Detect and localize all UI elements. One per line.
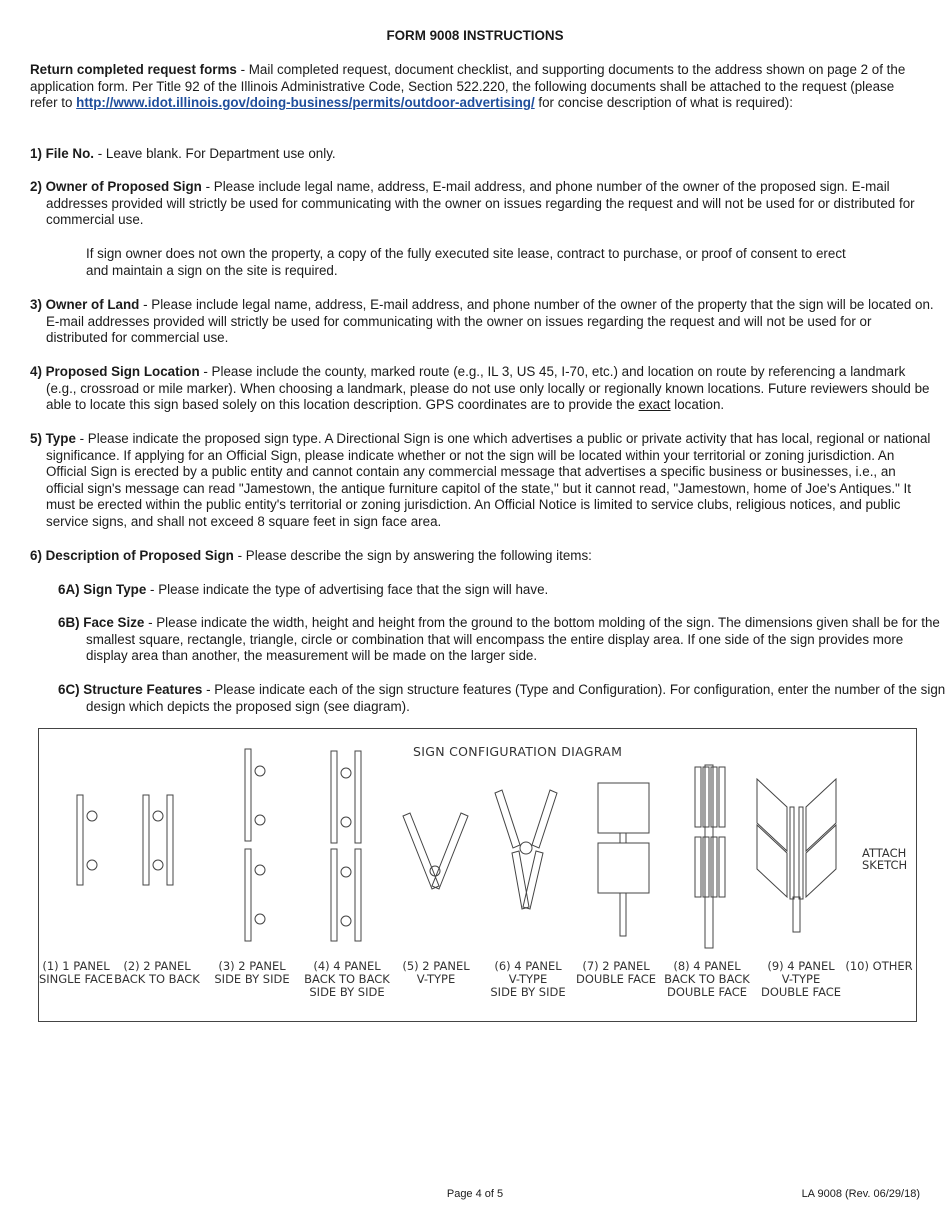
- config-captions: [39, 959, 913, 999]
- caption-line: DOUBLE FACE: [575, 972, 657, 986]
- item-lead: 6C) Structure Features: [58, 682, 203, 697]
- item-lead: 5) Type: [30, 431, 76, 446]
- item-sign-location: [30, 364, 936, 414]
- config-7-caption: [576, 959, 656, 986]
- exact-underlined: exact: [638, 397, 671, 413]
- item-lead: 6) Description of Proposed Sign: [30, 548, 234, 563]
- item-lead: 1) File No.: [30, 146, 94, 161]
- item-text: - Please indicate each of the sign structure features (Type and Configuration). For configuration, enter the number of the sign design which depicts the proposed sign (see diagram).: [86, 682, 946, 714]
- sketch-label: SKETCH: [862, 858, 908, 872]
- caption-line: (2) 2 PANEL: [123, 959, 191, 973]
- page-number: Page 4 of 5: [446, 1188, 504, 1200]
- item-text: - Please describe the sign by answering the following items:: [233, 548, 592, 563]
- item-text: - Leave blank. For Department use only.: [94, 146, 336, 161]
- caption-line: BACK TO BACK: [304, 972, 390, 986]
- config-6-drawing: [495, 790, 557, 909]
- item-text: - Please include legal name, address, E-mail address, and phone number of the owner of the proposed sign. E-mail addresses provided will strictly be used for communicating with the owner on issues regarding the request and will not be used for or distributed for commercial use.: [46, 179, 915, 228]
- config-7-drawing: [598, 783, 649, 936]
- config-2-drawing: [143, 795, 173, 885]
- caption-line: SINGLE FACE: [39, 972, 114, 986]
- caption-line: (9) 4 PANEL: [767, 959, 835, 973]
- caption-line: SIDE BY SIDE: [490, 985, 566, 999]
- item-owner-of-land: [30, 297, 936, 347]
- config-8-drawing: [695, 765, 725, 948]
- item-description: [30, 548, 920, 565]
- caption-line: V-TYPE: [508, 972, 548, 986]
- caption-line: SIDE BY SIDE: [214, 972, 290, 986]
- item-lead: 6A) Sign Type: [58, 582, 147, 597]
- config-4-caption: [304, 959, 390, 999]
- item-lead: 6B) Face Size: [58, 615, 145, 630]
- caption-line: (5) 2 PANEL: [402, 959, 470, 973]
- caption-line: SIDE BY SIDE: [309, 985, 385, 999]
- caption-line: (8) 4 PANEL: [673, 959, 741, 973]
- config-9-drawing: [757, 779, 836, 932]
- item-text-end: location.: [670, 397, 725, 413]
- page-title: FORM 9008 INSTRUCTIONS: [386, 28, 564, 43]
- item-text: - Please indicate the width, height and height from the ground to the bottom molding of the sign. The dimensions given shall be for the smallest square, rectangle, triangle, circle or combination that will encompass the entire display area. If one side of the sign provides more display area than another, the measurement will be made on the larger side.: [86, 615, 940, 664]
- config-6-caption: [490, 959, 565, 999]
- caption-line: (6) 4 PANEL: [494, 959, 562, 973]
- caption-line: V-TYPE: [781, 972, 821, 986]
- form-revision: LA 9008 (Rev. 06/29/18): [801, 1188, 920, 1200]
- caption-line: DOUBLE FACE: [760, 985, 842, 999]
- intro-paragraph: [30, 62, 920, 112]
- item-text: - Please include the county, marked route (e.g., IL 3, US 45, I-70, etc.) and location on route by referencing a landmark (e.g., crossroad or mile marker). When choosing a landmark, please do not use only locally or regionally known locations. Future reviewers should be able to locate this sign based solely on this location description. GPS coordinates are to provide the: [46, 364, 930, 413]
- caption-line: V-TYPE: [416, 972, 456, 986]
- caption-line: (3) 2 PANEL: [218, 959, 286, 973]
- diagram-svg: [39, 729, 916, 1021]
- caption-line: (4) 4 PANEL: [313, 959, 381, 973]
- item-6c-structure: [58, 682, 948, 715]
- item-text: - Please indicate the proposed sign type. A Directional Sign is one which advertises a public or private activity that has local, regional or national significance. If applying for an Official Sign, please indicate whether or not the sign will be located within your territorial or zoning jurisdiction. An Official Sign is erected by a public entity and cannot contain any commercial message that advertises a specific business or businesses, i.e., an official sign's message can read "Jamestown, the antique furniture capitol of the state," but it cannot read, "Jamestown, home of Joe's Antiques." It must be erected within the public entity's territorial or zoning jurisdiction. An Official Notice is limited to service clubs, religious notices, and public service signs, and shall not exceed 8 square feet in sign face area.: [46, 431, 931, 529]
- item-lead: 4) Proposed Sign Location: [30, 364, 200, 379]
- caption-line: (1) 1 PANEL: [42, 959, 110, 973]
- config-3-caption: [214, 959, 289, 986]
- config-2-caption: [114, 959, 200, 986]
- config-9-caption: [761, 959, 841, 999]
- config-4-drawing: [331, 751, 361, 941]
- attach-label: ATTACH: [862, 846, 907, 860]
- item-owner-of-sign: [30, 179, 936, 229]
- item-6a-sign-type: [58, 582, 920, 599]
- intro-text-2: for concise description of what is required):: [534, 95, 793, 111]
- caption-line: BACK TO BACK: [114, 972, 200, 986]
- item-text: - Please include legal name, address, E-mail address, and phone number of the owner of the property that the sign will be located on. E-mail addresses provided will strictly be used for communicating with the owner on issues regarding the request and will not be used for or distributed for commercial use.: [46, 297, 934, 346]
- config-5-caption: [402, 959, 470, 986]
- diagram-title: SIGN CONFIGURATION DIAGRAM: [413, 744, 623, 759]
- caption-line: (7) 2 PANEL: [582, 959, 650, 973]
- config-1-caption: [39, 959, 113, 986]
- config-1-drawing: [77, 795, 97, 885]
- intro-lead: Return completed request forms: [30, 62, 237, 77]
- owner-consent-note: If sign owner does not own the property, a copy of the fully executed site lease, contract to purchase, or proof of consent to erect and maintain a sign on the site is required.: [86, 246, 846, 278]
- item-6b-face-size: [58, 615, 948, 665]
- caption-line: DOUBLE FACE: [666, 985, 748, 999]
- item-lead: 2) Owner of Proposed Sign: [30, 179, 202, 194]
- config-3-drawing: [245, 749, 265, 941]
- config-10-caption: [845, 959, 912, 973]
- item-type: [30, 431, 936, 531]
- sign-configuration-diagram: [38, 728, 917, 1022]
- item-lead: 3) Owner of Land: [30, 297, 140, 312]
- config-5-drawing: [403, 813, 468, 889]
- item-text: - Please indicate the type of advertising face that the sign will have.: [146, 582, 549, 597]
- idot-permits-link[interactable]: http://www.idot.illinois.gov/doing-business/permits/outdoor-advertising/: [76, 95, 535, 111]
- intro-text-1: - Mail completed request, document checklist, and supporting documents to the address shown on page 2 of the application form. Per Title 92 of the Illinois Administrative Code, Section 522.220, the following documents shall be attached to the request (please refer to: [30, 62, 906, 111]
- config-8-caption: [664, 959, 750, 999]
- caption-line: (10) OTHER: [845, 959, 913, 973]
- caption-line: BACK TO BACK: [664, 972, 750, 986]
- item-file-no: [30, 146, 920, 163]
